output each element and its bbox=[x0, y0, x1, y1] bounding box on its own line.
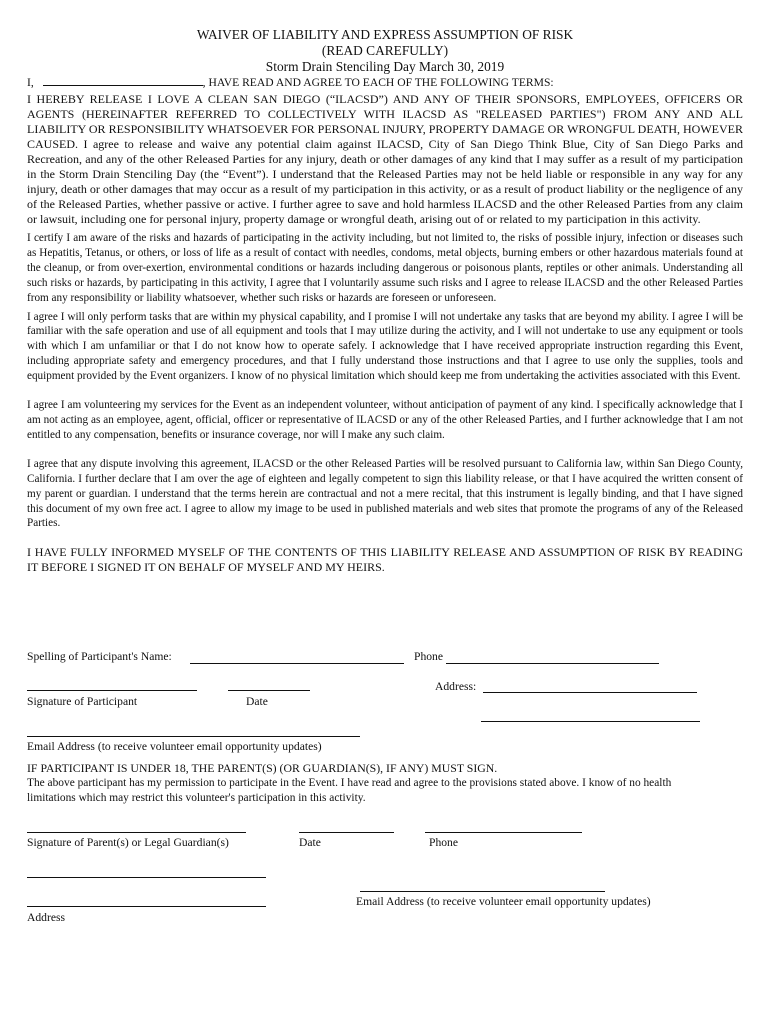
risks-paragraph: I certify I am aware of the risks and hazards of participating in the activity including, but not limited to, the risks of possible injury, infection or diseases such as Hepatitis, Tetanus, or others, or loss of life as a result of contact with needles, condoms, metal objects, burning embers or other hazardous materials found at the cleanup, or from over-exertion, environmental conditions or hazards including dangerous or poisonous plants, reptiles or other animals. Understanding all such risks or hazards, by participating in this activity, I agree that I voluntarily assume such risks and I agree to release ILACSD and the other Released Parties from any responsibility or liability whatsoever, whether such risks or hazards are foreseen or unforeseen. bbox=[27, 232, 743, 304]
informed-paragraph: I HAVE FULLY INFORMED MYSELF OF THE CONTENTS OF THIS LIABILITY RELEASE AND ASSUMPTION OF RISK BY READING IT BEFORE I SIGNED IT ON BEHALF OF MYSELF AND MY HEIRS. bbox=[27, 545, 743, 575]
release-caps-text: I HEREBY RELEASE I LOVE A CLEAN SAN DIEGO (“ILACSD”) AND ANY OF THEIR SPONSORS, EMPLOYEES, OFFICERS OR AGENTS (HEREINAFTER REFERRED TO COLLECTIVELY WITH ILACSD AS "RELEASED PARTIES") FROM ANY AND ALL LIABILITY OR RESPONSIBILITY WHATSOEVER FOR PERSONAL INJURY, PROPERTY DAMAGE OR WRONGFUL DEATH, HOWEVER CAUSED. bbox=[27, 92, 743, 151]
intro-prefix: I, bbox=[27, 76, 34, 89]
intro-line bbox=[27, 76, 743, 90]
participant-name-blank[interactable] bbox=[43, 85, 203, 86]
minor-text: The above participant has my permission to participate in the Event. I have read and agree to the provisions stated above. I know of no health limitations which may restrict this volunteer's participation in this activity. bbox=[27, 777, 672, 804]
phone-label: Phone bbox=[414, 650, 443, 663]
guardian-signature-label: Signature of Parent(s) or Legal Guardian(s) bbox=[27, 836, 229, 849]
guardian-phone-label: Phone bbox=[429, 836, 458, 849]
date-label: Date bbox=[246, 695, 268, 708]
minor-heading: IF PARTICIPANT IS UNDER 18, THE PARENT(S) (OR GUARDIAN(S), IF ANY) MUST SIGN. bbox=[27, 761, 498, 775]
address-blank-1[interactable] bbox=[483, 692, 697, 693]
waiver-document bbox=[27, 27, 743, 575]
document-subtitle: (READ CAREFULLY) bbox=[321, 43, 449, 58]
signature-label: Signature of Participant bbox=[27, 695, 138, 708]
guardian-date-label: Date bbox=[299, 836, 321, 849]
guardian-address-blank-2[interactable] bbox=[27, 906, 266, 907]
address-label: Address: bbox=[435, 680, 477, 693]
intro-suffix: , HAVE READ AND AGREE TO EACH OF THE FOLLOWING TERMS: bbox=[202, 76, 554, 89]
document-title: WAIVER OF LIABILITY AND EXPRESS ASSUMPTION OF RISK bbox=[196, 27, 574, 42]
volunteer-paragraph: I agree I am volunteering my services for the Event as an independent volunteer, without anticipation of payment of any kind. I specifically acknowledge that I am not acting as an employee, agent, official, officer or representative of ILACSD or any of the other Released Parties, and I further acknowledge that I am not entitled to any compensation, benefits or insurance coverage, nor will I make any such claim. bbox=[27, 399, 743, 441]
guardian-date-blank[interactable] bbox=[299, 832, 394, 833]
participant-signature-blank[interactable] bbox=[27, 690, 197, 691]
participant-date-blank[interactable] bbox=[228, 690, 310, 691]
phone-blank[interactable] bbox=[446, 663, 659, 664]
guardian-phone-blank[interactable] bbox=[425, 832, 582, 833]
guardian-signature-blank[interactable] bbox=[27, 832, 246, 833]
address-blank-2[interactable] bbox=[481, 721, 700, 722]
guardian-email-blank[interactable] bbox=[360, 891, 605, 892]
spelling-label: Spelling of Participant's Name: bbox=[27, 650, 172, 663]
dispute-paragraph: I agree that any dispute involving this agreement, ILACSD or the other Released Parties will be resolved pursuant to California law, within San Diego County, California. I further declare that I am over the age of eighteen and legally competent to sign this liability release, or that I have acquired the written consent of my parent or guardian. I understand that the terms herein are contractual and not a mere recital, that this instrument is legally binding, and that I have signed this document of my own free act. I agree to allow my image to be used in published materials and web sites that promote the programs of any of the Released Parties. bbox=[27, 457, 743, 530]
email-label: Email Address (to receive volunteer email opportunity updates) bbox=[27, 740, 322, 753]
guardian-email-label: Email Address (to receive volunteer email opportunity updates) bbox=[356, 895, 651, 908]
spelling-blank[interactable] bbox=[190, 663, 404, 664]
guardian-address-blank-1[interactable] bbox=[27, 877, 266, 878]
event-line: Storm Drain Stenciling Day March 30, 2019 bbox=[265, 59, 505, 74]
capability-paragraph: I agree I will only perform tasks that are within my physical capability, and I promise I will not undertake any tasks that are beyond my ability. I agree I will be familiar with the safe operation and use of all equipment and tools that I may utilize during the activity, and I will not undertake to use any equipment or tools with which I am unfamiliar or that I do not know how to operate safely. I acknowledge that I have received appropriate instruction regarding this Event, including appropriate safety and emergency procedures, and that I fully understand those instructions and that I agree to use only the supplies, tools and equipment provided by the Event organizers. I know of no physical limitation which should keep me from undertaking the activities associated with this Event. bbox=[27, 310, 743, 383]
release-paragraph bbox=[27, 92, 743, 227]
email-blank[interactable] bbox=[27, 736, 360, 737]
guardian-address-label: Address bbox=[27, 911, 65, 924]
release-rest-text: I agree to release and waive any potential claim against ILACSD, City of San Diego Think Blue, City of San Diego Parks and Recreation, and any of the other Released Parties for any injury, death or other damages of any kind that I may suffer as a result of my participation in the Storm Drain Stenciling Day (the “Event”). I understand that the Released Parties may not be held liable or responsible in any way for any injury, death or other damages that may occur as a result of my participation in this activity, or as a result of product liability or the negligence of any of the Released Parties, whether passive or active. I further agree to save and hold harmless ILACSD and the other Released Parties from any claim or lawsuit, including one for personal injury, property damage or wrongful death, arising out of or related to my participation in this activity. bbox=[27, 137, 743, 226]
